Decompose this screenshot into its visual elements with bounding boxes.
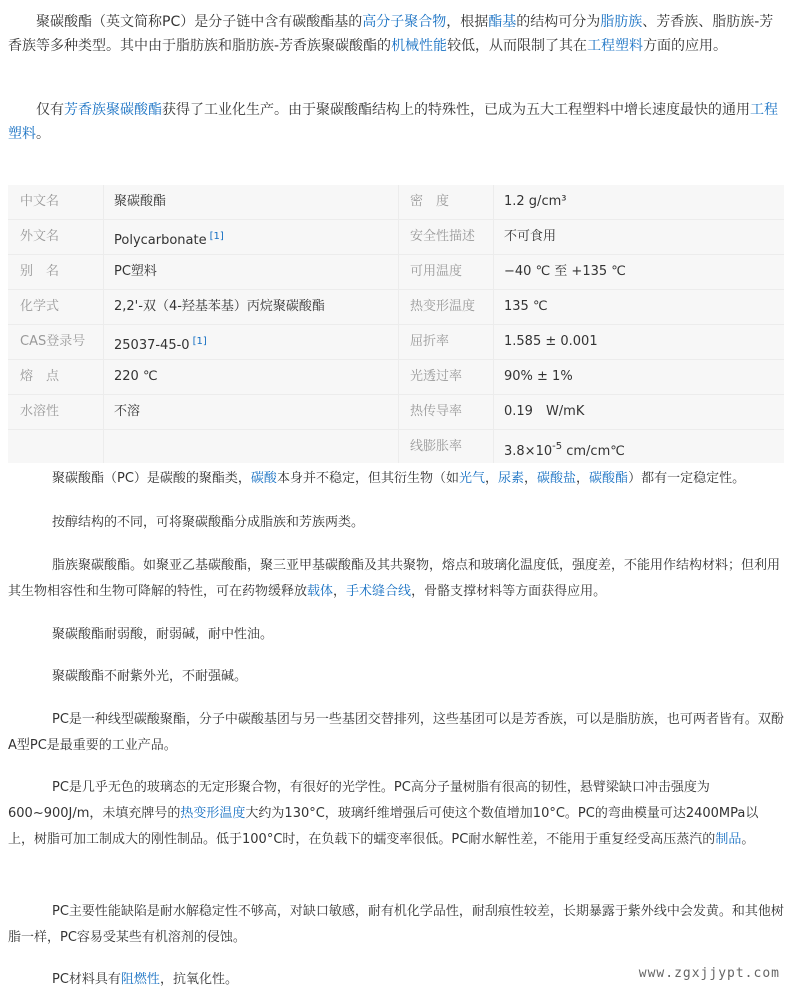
info-label: 热传导率	[410, 404, 463, 419]
info-row	[8, 185, 784, 219]
text: 的结构可分为	[516, 14, 601, 30]
info-label: 化学式	[20, 299, 60, 314]
info-row	[8, 290, 784, 324]
reference-link[interactable]: [1]	[192, 336, 207, 347]
text: 较低，从而限制了其在	[447, 38, 588, 54]
info-row	[8, 360, 784, 394]
text: ，	[484, 471, 498, 486]
info-label: 水溶性	[20, 404, 60, 419]
info-row	[8, 430, 784, 464]
info-value: 220 ℃	[114, 369, 158, 384]
link-polymer[interactable]: 高分子聚合物	[362, 14, 447, 30]
info-value: 90% ± 1%	[504, 369, 573, 384]
exponent: -5	[552, 441, 563, 452]
text: PC是几乎无色的玻璃态的无定形聚合物，有很好的光学性。PC高分子量树脂有很高的韧性，悬臂梁缺口冲击强度为600~900J/m，未填充牌号的	[8, 780, 710, 821]
text: 本身并不稳定，但其衍生物（如	[276, 471, 459, 486]
link-carbonate-salt[interactable]: 碳酸盐	[537, 471, 577, 486]
text: PC材料具有	[52, 972, 121, 987]
info-label: 光透过率	[410, 369, 463, 384]
info-row	[8, 220, 784, 254]
link-products[interactable]: 制品	[715, 832, 742, 847]
text: 聚碳酸酯（PC）是碳酸的聚酯类，	[52, 471, 251, 486]
info-label: 熔 点	[20, 369, 60, 384]
body-paragraph-3	[8, 553, 784, 605]
body-paragraph-7	[8, 775, 784, 853]
link-engineering-plastics[interactable]: 工程塑料	[587, 38, 644, 54]
text: ，	[524, 471, 538, 486]
text: 聚碳酸酯（英文简称PC）是分子链中含有碳酸酯基的	[36, 14, 363, 30]
body-paragraph-1	[8, 466, 784, 492]
info-value-text: 25037-45-0	[114, 338, 190, 353]
text: ）都有一定稳定性。	[628, 471, 746, 486]
link-flame-retardant[interactable]: 阻燃性	[120, 972, 160, 987]
text: ，根据	[446, 14, 489, 30]
info-label: 线膨胀率	[410, 439, 463, 454]
text: ，	[576, 471, 590, 486]
info-label: 安全性描述	[410, 229, 476, 244]
link-suture[interactable]: 手术缝合线	[346, 584, 412, 599]
info-value-unit: cm/cm℃	[562, 444, 625, 459]
text: ，骨骼支撑材料等方面获得应用。	[411, 584, 607, 599]
info-value	[504, 430, 625, 469]
intro-paragraph-2	[8, 98, 784, 146]
info-label: 密 度	[410, 194, 450, 209]
info-label: 中文名	[20, 194, 60, 209]
info-value: 135 ℃	[504, 299, 548, 314]
body-paragraph-5: 聚碳酸酯不耐紫外光，不耐强碱。	[52, 669, 248, 684]
info-value	[114, 325, 207, 363]
text: 脂族聚碳酸酯。如聚亚乙基碳酸酯，聚三亚甲基碳酸酯及其共聚物，熔点和玻璃化温度低，强度差，不能用作结构材料；但利用其生物相容性和生物可降解的特性，可在药物缓释放	[8, 558, 781, 599]
info-value: PC塑料	[114, 264, 157, 279]
text: 、芳香族、脂肪族-芳香族等多种类型。其中由于脂肪族和脂肪族-芳香族聚碳酸酯的	[8, 14, 774, 54]
link-mechanical-properties[interactable]: 机械性能	[391, 38, 448, 54]
info-label: CAS登录号	[20, 334, 86, 349]
link-engineering-plastics-2[interactable]: 工程塑料	[8, 102, 778, 142]
info-value: 0.19 W/mK	[504, 404, 585, 419]
link-phosgene[interactable]: 光气	[458, 471, 485, 486]
info-label: 别 名	[20, 264, 60, 279]
info-row	[8, 395, 784, 429]
info-value: 2,2'-双（4-羟基苯基）丙烷聚碳酸酯	[114, 299, 325, 314]
info-value-text: 3.8×10	[504, 444, 553, 459]
link-carbonate-ester[interactable]: 碳酸酯	[589, 471, 629, 486]
info-value: 聚碳酸酯	[114, 194, 167, 209]
info-value: 1.585 ± 0.001	[504, 334, 598, 349]
watermark: www.zgxjjypt.com	[638, 966, 780, 981]
link-heat-deflection[interactable]: 热变形温度	[180, 806, 246, 821]
link-carbonic-acid[interactable]: 碳酸	[250, 471, 277, 486]
info-row	[8, 325, 784, 359]
link-carrier[interactable]: 载体	[307, 584, 334, 599]
info-value-text: Polycarbonate	[114, 233, 207, 248]
text: 方面的应用。	[643, 38, 728, 54]
link-urea[interactable]: 尿素	[497, 471, 524, 486]
link-ester-group[interactable]: 酯基	[488, 14, 517, 30]
info-label: 外文名	[20, 229, 60, 244]
info-label: 热变形温度	[410, 299, 476, 314]
text: 获得了工业化生产。由于聚碳酸酯结构上的特殊性，已成为五大工程塑料中增长速度最快的通用	[162, 102, 750, 118]
body-paragraph-8: PC主要性能缺陷是耐水解稳定性不够高，对缺口敏感，耐有机化学品性，耐刮痕性较差，长期暴露于紫外线中会发黄。和其他树脂一样，PC容易受某些有机溶剂的侵蚀。	[8, 904, 784, 945]
body-paragraph-6: PC是一种线型碳酸聚酯，分子中碳酸基团与另一些基团交替排列，这些基团可以是芳香族，可以是脂肪族，也可两者皆有。双酚A型PC是最重要的工业产品。	[8, 712, 784, 753]
info-value: −40 ℃ 至 +135 ℃	[504, 264, 626, 279]
body-paragraph-4: 聚碳酸酯耐弱酸，耐弱碱，耐中性油。	[52, 627, 274, 642]
info-row	[8, 255, 784, 289]
body-paragraph-2: 按醇结构的不同，可将聚碳酸酯分成脂族和芳族两类。	[52, 515, 365, 530]
text: 。	[741, 832, 755, 847]
text: ，	[333, 584, 347, 599]
info-value	[114, 220, 224, 258]
info-value: 不溶	[114, 404, 141, 419]
info-label: 可用温度	[410, 264, 463, 279]
reference-link[interactable]: [1]	[209, 231, 224, 242]
link-aliphatic[interactable]: 脂肪族	[600, 14, 643, 30]
text: 大约为130°C，玻璃纤维增强后可使这个数值增加10°C。PC的弯曲模量可达2400MPa以上，树脂可加工制成大的刚性制品。低于100°C时，在负载下的蠕变率很低。PC耐水解性差，不能用于重复经受高压蒸汽的	[8, 806, 759, 847]
text: 。	[36, 126, 50, 142]
info-box	[8, 185, 784, 463]
info-value: 不可食用	[504, 229, 557, 244]
text: 仅有	[36, 102, 64, 118]
intro-paragraph-1	[8, 10, 784, 58]
link-aromatic-pc[interactable]: 芳香族聚碳酸酯	[64, 102, 162, 118]
info-value: 1.2 g/cm³	[504, 194, 567, 209]
text: ，抗氧化性。	[159, 972, 238, 987]
info-label: 屈折率	[410, 334, 450, 349]
